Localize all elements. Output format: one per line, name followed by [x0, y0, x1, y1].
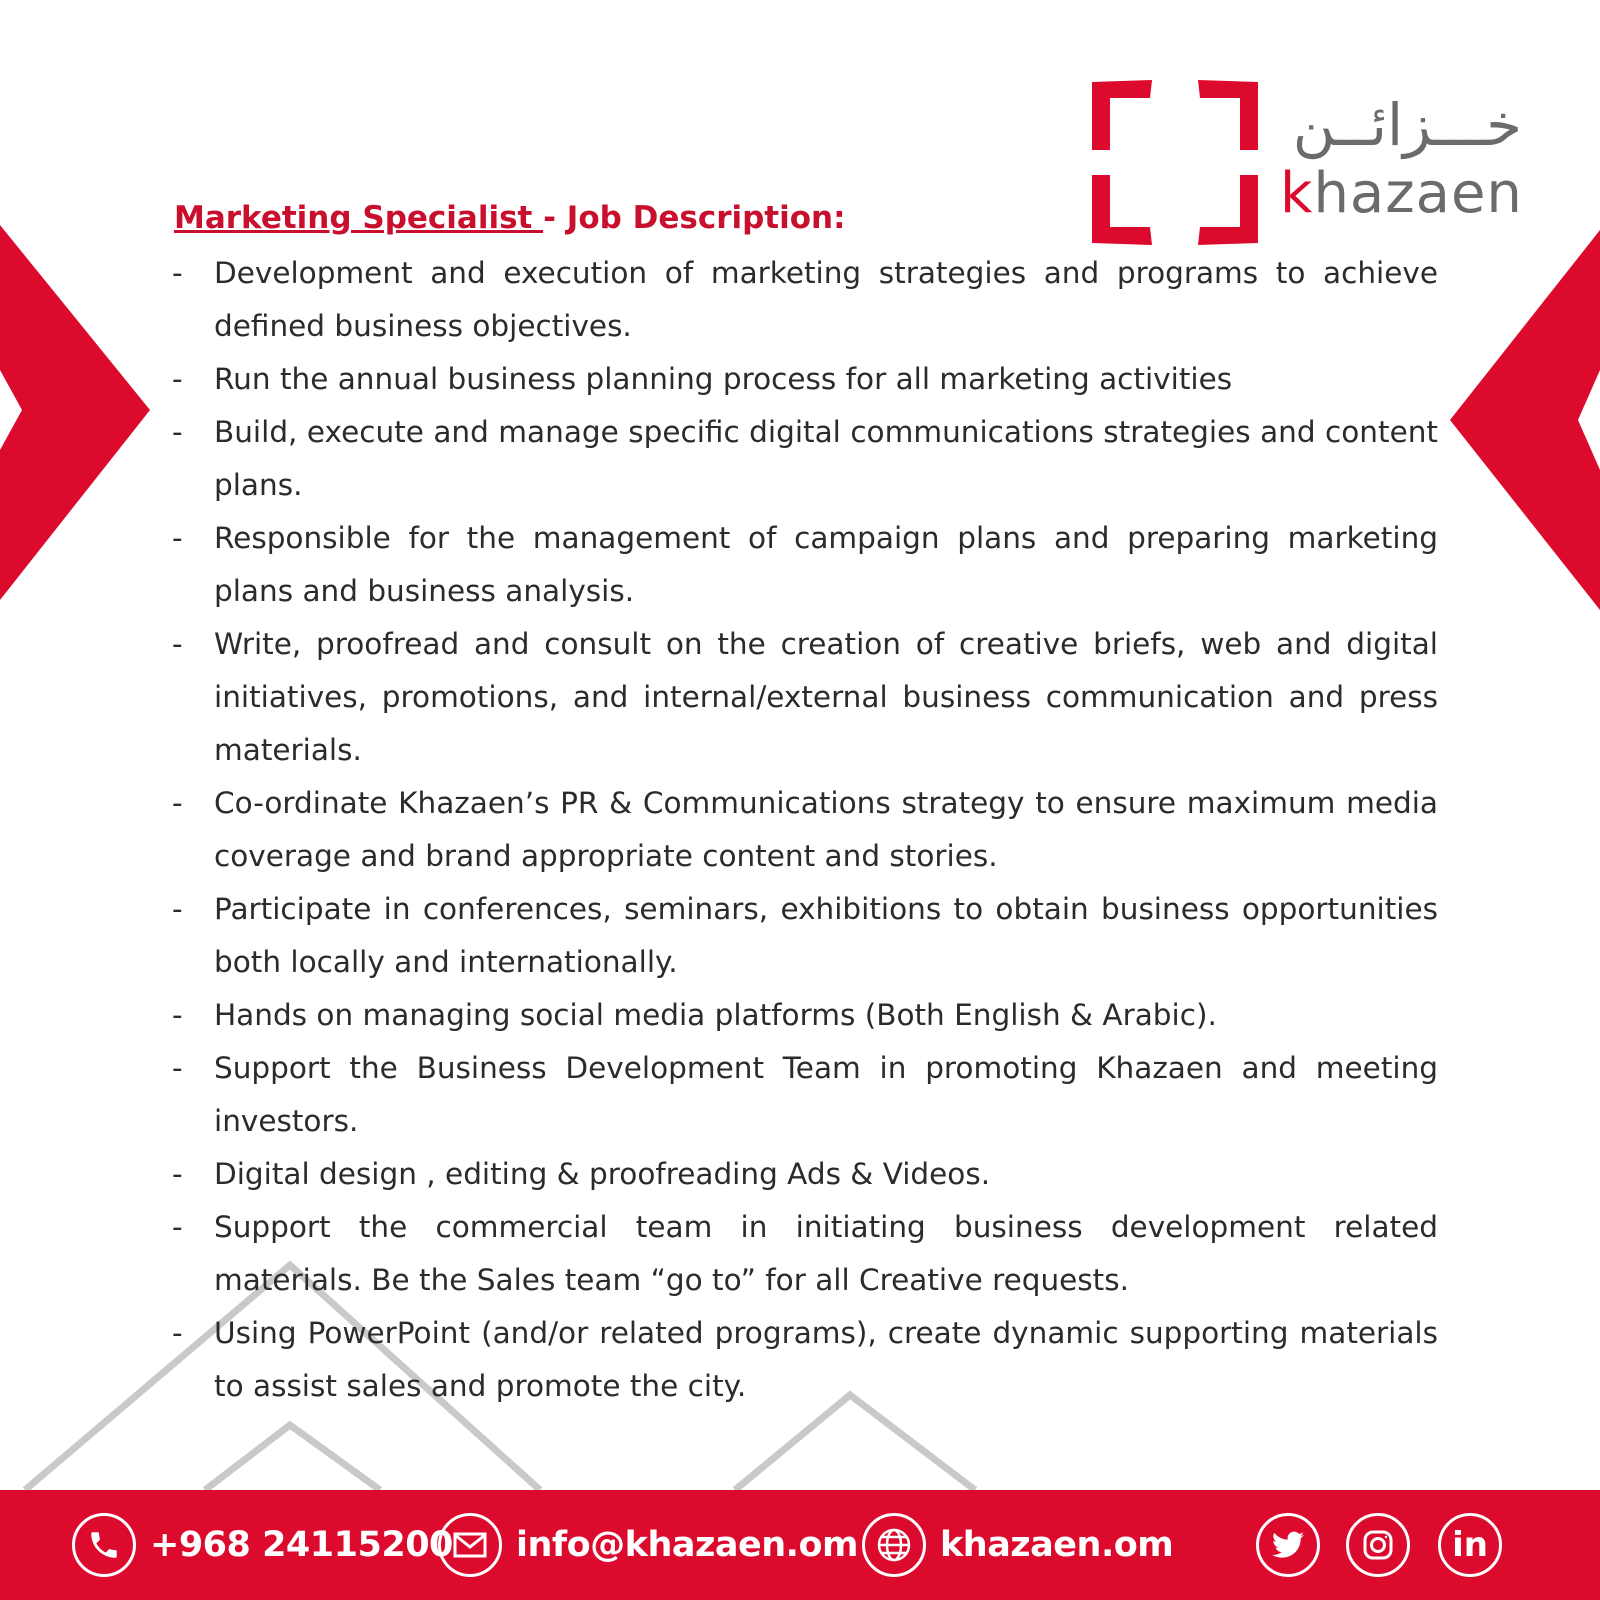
list-item: - Run the annual business planning process for all marketing activities	[172, 362, 1233, 396]
phone-icon	[72, 1513, 136, 1577]
list-item: - Write, proofread and consult on the creation of creative briefs, web and digital initiatives, promotions, and internal/external business communication and press materials.	[172, 627, 1438, 767]
twitter-link[interactable]	[1256, 1490, 1320, 1600]
list-item: - Support the commercial team in initiating business development related materials. Be the Sales team “go to” for all Creative requests.	[172, 1210, 1438, 1297]
job-role: Marketing Specialist	[174, 200, 544, 236]
list-item: - Build, execute and manage specific digital communications strategies and content plans.	[172, 415, 1438, 502]
logo-english-rest: hazaen	[1313, 161, 1523, 226]
email-address: info@khazaen.om	[516, 1525, 858, 1565]
instagram-icon	[1346, 1513, 1410, 1577]
logo-english-text	[1280, 162, 1523, 226]
instagram-link[interactable]	[1346, 1490, 1410, 1600]
twitter-icon	[1256, 1513, 1320, 1577]
linkedin-link[interactable]	[1438, 1490, 1502, 1600]
logo-k-letter: k	[1280, 161, 1314, 226]
list-item: - Responsible for the management of campaign plans and preparing marketing plans and business analysis.	[172, 521, 1438, 608]
phone-contact[interactable]	[72, 1490, 453, 1600]
list-item: - Digital design , editing & proofreading Ads & Videos.	[172, 1157, 991, 1191]
contact-footer	[0, 1490, 1600, 1600]
phone-number: +968 24115200	[150, 1525, 453, 1565]
list-item: - Using PowerPoint (and/or related programs), create dynamic supporting materials to assist sales and promote the city.	[172, 1316, 1438, 1403]
responsibilities-list	[172, 247, 1438, 1413]
list-item: - Development and execution of marketing strategies and programs to achieve defined business objectives.	[172, 256, 1438, 343]
list-item: - Hands on managing social media platforms (Both English & Arabic).	[172, 998, 1217, 1032]
logo-arabic-text: خـــزائــن	[1292, 91, 1522, 159]
envelope-icon	[438, 1513, 502, 1577]
list-item: - Support the Business Development Team in promoting Khazaen and meeting investors.	[172, 1051, 1438, 1138]
title-suffix: - Job Description:	[543, 200, 846, 236]
linkedin-icon	[1438, 1513, 1502, 1577]
right-chevron-shape	[1450, 230, 1600, 610]
page-title	[174, 196, 846, 240]
list-item: - Participate in conferences, seminars, exhibitions to obtain business opportunities both locally and internationally.	[172, 892, 1438, 979]
website-contact[interactable]	[862, 1490, 1173, 1600]
globe-icon	[862, 1513, 926, 1577]
list-item: - Co-ordinate Khazaen’s PR & Communications strategy to ensure maximum media coverage and brand appropriate content and stories.	[172, 786, 1438, 873]
khazaen-logo	[1092, 80, 1532, 245]
email-contact[interactable]	[438, 1490, 858, 1600]
left-chevron-shape	[0, 225, 150, 600]
logo-mark-icon	[1092, 80, 1258, 245]
linkedin-text: in	[1452, 1525, 1488, 1565]
website-url: khazaen.om	[940, 1525, 1174, 1565]
